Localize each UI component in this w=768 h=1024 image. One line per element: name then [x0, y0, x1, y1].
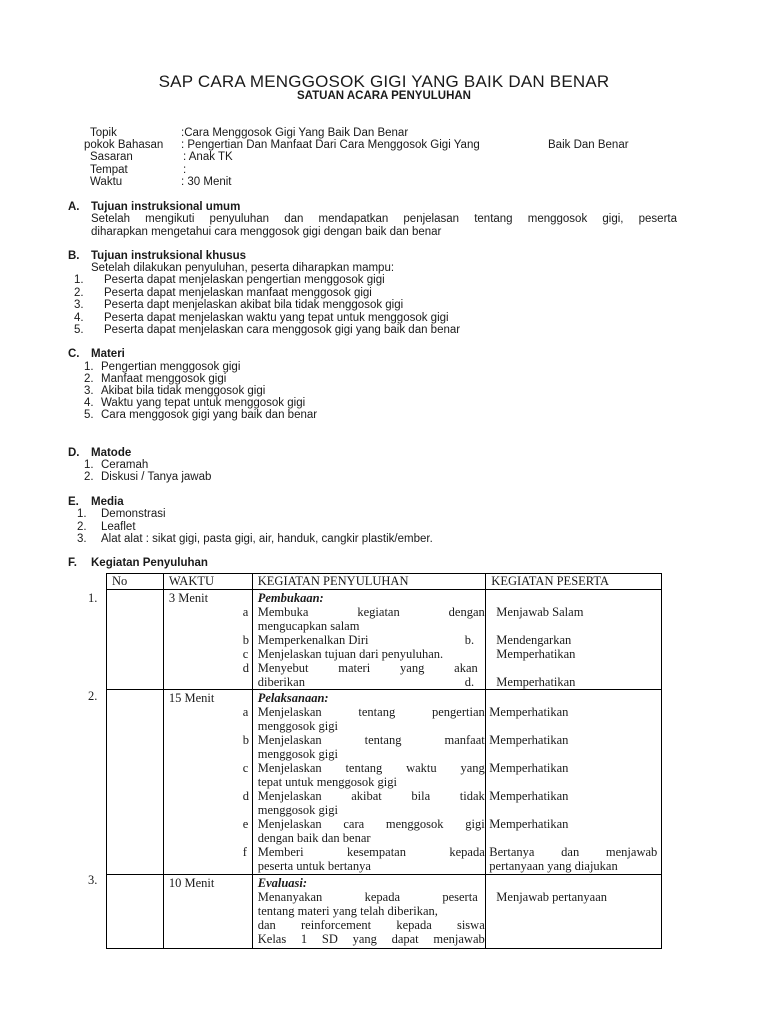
table-row: [107, 590, 662, 690]
page-subtitle: SATUAN ACARA PENYULUHAN: [297, 90, 471, 102]
row-1-no-cell: [107, 590, 164, 690]
header-kegiatan-peserta: KEGIATAN PESERTA: [486, 574, 662, 590]
section-b-intro: Setelah dilakukan penyuluhan, peserta diharapkan mampu:: [91, 262, 395, 274]
list-item-number: 3.: [84, 385, 94, 397]
row-2-item-a-2: menggosok gigi: [257, 719, 338, 733]
list-item: Akibat bila tidak menggosok gigi: [101, 385, 266, 397]
list-item: Peserta dapat menjelaskan manfaat menggosok gigi: [104, 286, 372, 299]
list-item-number: 5.: [84, 409, 94, 421]
section-a-text: Setelah mengikuti penyuluhan dan mendapatkan penjelasan tentang menggosok gigi, peserta: [91, 213, 677, 225]
section-b-heading: Tujuan instruksional khusus: [91, 250, 247, 262]
table-header-row: [107, 574, 662, 590]
section-e-heading: Media: [91, 496, 124, 508]
waktu-label: Waktu: [90, 176, 123, 188]
list-item: Pengertian menggosok gigi: [101, 361, 241, 373]
list-item: Peserta dapt menjelaskan akibat bila tidak menggosok gigi: [104, 299, 404, 311]
marker-a: a: [242, 705, 249, 719]
list-item-number: 1.: [84, 459, 94, 471]
section-a-text-2: diharapkan mengetahui cara menggosok gigi dengan baik dan benar: [91, 226, 442, 238]
row-1-waktu-cell: [163, 590, 252, 690]
marker-b-dot: b.: [464, 633, 475, 647]
row-2-item-c: Menjelaskan tentang waktu yang: [257, 761, 485, 775]
marker-d: d: [242, 661, 249, 675]
tempat-value: :: [183, 164, 187, 176]
row-2-peserta-d: Memperhatikan: [489, 789, 569, 803]
row-2-peserta-e: Memperhatikan: [489, 817, 569, 831]
row-2-kegiatan-cell: [242, 690, 486, 875]
row-2-waktu-cell: [163, 690, 252, 875]
section-c-letter: C.: [68, 348, 80, 360]
topik-label: Topik: [90, 127, 117, 139]
row-1-number: 1.: [88, 591, 98, 605]
list-item-number: 3.: [77, 533, 87, 545]
list-item: Waktu yang tepat untuk menggosok gigi: [101, 397, 306, 409]
marker-d-dot: d.: [464, 675, 475, 689]
list-item: Leaflet: [101, 520, 136, 533]
row-2-item-e-2: dengan baik dan benar: [257, 831, 371, 845]
row-3-text-2: tentang materi yang telah diberikan,: [257, 904, 438, 918]
row-1-kegiatan-cell: [242, 590, 486, 690]
row-2-peserta-c: Memperhatikan: [489, 761, 569, 775]
list-item: Ceramah: [101, 459, 149, 471]
marker-b: b: [242, 733, 249, 747]
row-2-item-b: Menjelaskan tentang manfaat: [257, 733, 485, 747]
row-3-kegiatan-cell: [252, 875, 486, 949]
row-2-number: 2.: [88, 689, 98, 703]
list-item-number: 2.: [84, 471, 94, 483]
list-item: Diskusi / Tanya jawab: [101, 471, 212, 483]
list-item-number: 3.: [74, 299, 84, 311]
list-item-number: 4.: [84, 397, 94, 409]
row-1-peserta-d: Memperhatikan: [496, 675, 576, 689]
row-3-text-4: Kelas 1 SD yang dapat menjawab: [257, 932, 485, 946]
marker-c: c: [242, 647, 249, 661]
sasaran-value: : Anak TK: [183, 151, 233, 163]
list-item-number: 2.: [77, 520, 87, 533]
row-2-waktu: 15 Menit: [168, 691, 215, 705]
table-row: [107, 690, 662, 875]
row-1-item-a-2: mengucapkan salam: [257, 619, 360, 633]
row-3-peserta: Menjawab pertanyaan: [496, 890, 608, 904]
section-f-heading: Kegiatan Penyuluhan: [91, 557, 208, 569]
marker-c: c: [242, 761, 249, 775]
list-item-number: 1.: [84, 361, 94, 373]
table-row: [107, 875, 662, 949]
pokok-value-2: Baik Dan Benar: [548, 139, 629, 151]
header-waktu: WAKTU: [163, 574, 252, 590]
row-2-item-d-2: menggosok gigi: [257, 803, 338, 817]
section-c-heading: Materi: [91, 348, 125, 360]
section-a-letter: A.: [68, 201, 80, 213]
row-2-peserta-f: Bertanya dan menjawab: [489, 845, 658, 859]
row-1-peserta-cell: [486, 590, 662, 690]
row-1-waktu: 3 Menit: [168, 591, 209, 605]
list-item-number: 1.: [77, 508, 87, 520]
list-item-number: 2.: [74, 286, 84, 299]
row-3-waktu-cell: [163, 875, 252, 949]
row-1-item-d-2: diberikan: [257, 675, 305, 689]
topik-value: :Cara Menggosok Gigi Yang Baik Dan Benar: [181, 127, 409, 139]
header-no: No: [107, 574, 164, 590]
row-1-item-a: Membuka kegiatan dengan: [257, 605, 485, 619]
list-item: Peserta dapat menjelaskan waktu yang tepat untuk menggosok gigi: [104, 311, 449, 324]
row-3-number: 3.: [88, 873, 98, 887]
row-2-item-d: Menjelaskan akibat bila tidak: [257, 789, 485, 803]
section-d-heading: Matode: [91, 447, 132, 459]
sasaran-label: Sasaran: [90, 151, 133, 163]
waktu-value: : 30 Menit: [181, 176, 232, 188]
page-title: SAP CARA MENGGOSOK GIGI YANG BAIK DAN BENAR: [158, 72, 610, 91]
list-item: Peserta dapat menjelaskan cara menggosok gigi yang baik dan benar: [104, 324, 461, 336]
tempat-label: Tempat: [90, 164, 128, 176]
row-2-heading: Pelaksanaan:: [257, 691, 329, 705]
row-3-heading: Evaluasi:: [257, 876, 308, 890]
kegiatan-table: [106, 573, 662, 949]
marker-b: b: [242, 633, 249, 647]
row-2-item-f: Memberi kesempatan kepada: [257, 845, 485, 859]
row-2-no-cell: [107, 690, 164, 875]
list-item: Cara menggosok gigi yang baik dan benar: [101, 409, 318, 421]
row-1-peserta-b: Mendengarkan: [496, 633, 572, 647]
row-1-item-d: Menyebut materi yang akan: [257, 661, 478, 675]
section-e-letter: E.: [68, 496, 79, 508]
row-3-text-3: dan reinforcement kepada siswa: [257, 918, 485, 932]
section-d-letter: D.: [68, 447, 80, 459]
marker-e: e: [242, 817, 249, 831]
header-kegiatan-penyuluhan: KEGIATAN PENYULUHAN: [252, 574, 486, 590]
row-3-peserta-cell: [486, 875, 662, 949]
list-item: Manfaat menggosok gigi: [101, 373, 227, 385]
row-2-item-a: Menjelaskan tentang pengertian: [257, 705, 485, 719]
row-2-item-c-2: tepat untuk menggosok gigi: [257, 775, 397, 789]
row-2-peserta-f-2: pertanyaan yang diajukan: [489, 859, 618, 873]
list-item: Peserta dapat menjelaskan pengertian menggosok gigi: [104, 274, 385, 286]
marker-a: a: [242, 605, 249, 619]
row-1-item-b: Memperkenalkan Diri: [257, 633, 369, 647]
row-2-peserta-a: Memperhatikan: [489, 705, 569, 719]
row-3-waktu: 10 Menit: [168, 876, 215, 890]
row-1-peserta-a: Menjawab Salam: [496, 605, 584, 619]
row-2-item-e: Menjelaskan cara menggosok gigi: [257, 817, 485, 831]
marker-f: f: [242, 845, 247, 859]
list-item-number: 2.: [84, 373, 94, 385]
list-item-number: 5.: [74, 324, 84, 336]
row-2-item-b-2: menggosok gigi: [257, 747, 338, 761]
row-2-peserta-cell: [486, 690, 662, 875]
pokok-label: pokok Bahasan: [84, 139, 164, 151]
section-f-letter: F.: [68, 557, 77, 569]
row-1-item-c: Menjelaskan tujuan dari penyuluhan.: [257, 647, 444, 661]
row-1-peserta-c: Memperhatikan: [496, 647, 576, 661]
list-item: Alat alat : sikat gigi, pasta gigi, air, handuk, cangkir plastik/ember.: [101, 533, 433, 545]
section-a-heading: Tujuan instruksional umum: [91, 201, 241, 213]
list-item: Demonstrasi: [101, 508, 166, 520]
marker-d: d: [242, 789, 249, 803]
row-2-item-f-2: peserta untuk bertanya: [257, 859, 371, 873]
list-item-number: 1.: [74, 274, 84, 286]
row-1-heading: Pembukaan:: [257, 591, 324, 605]
section-b-letter: B.: [68, 250, 80, 262]
list-item-number: 4.: [74, 311, 84, 324]
pokok-value: : Pengertian Dan Manfaat Dari Cara Menggosok Gigi Yang: [181, 139, 480, 151]
row-2-peserta-b: Memperhatikan: [489, 733, 569, 747]
row-3-text-1: Menanyakan kepada peserta: [257, 890, 478, 904]
row-3-no-cell: [107, 875, 164, 949]
